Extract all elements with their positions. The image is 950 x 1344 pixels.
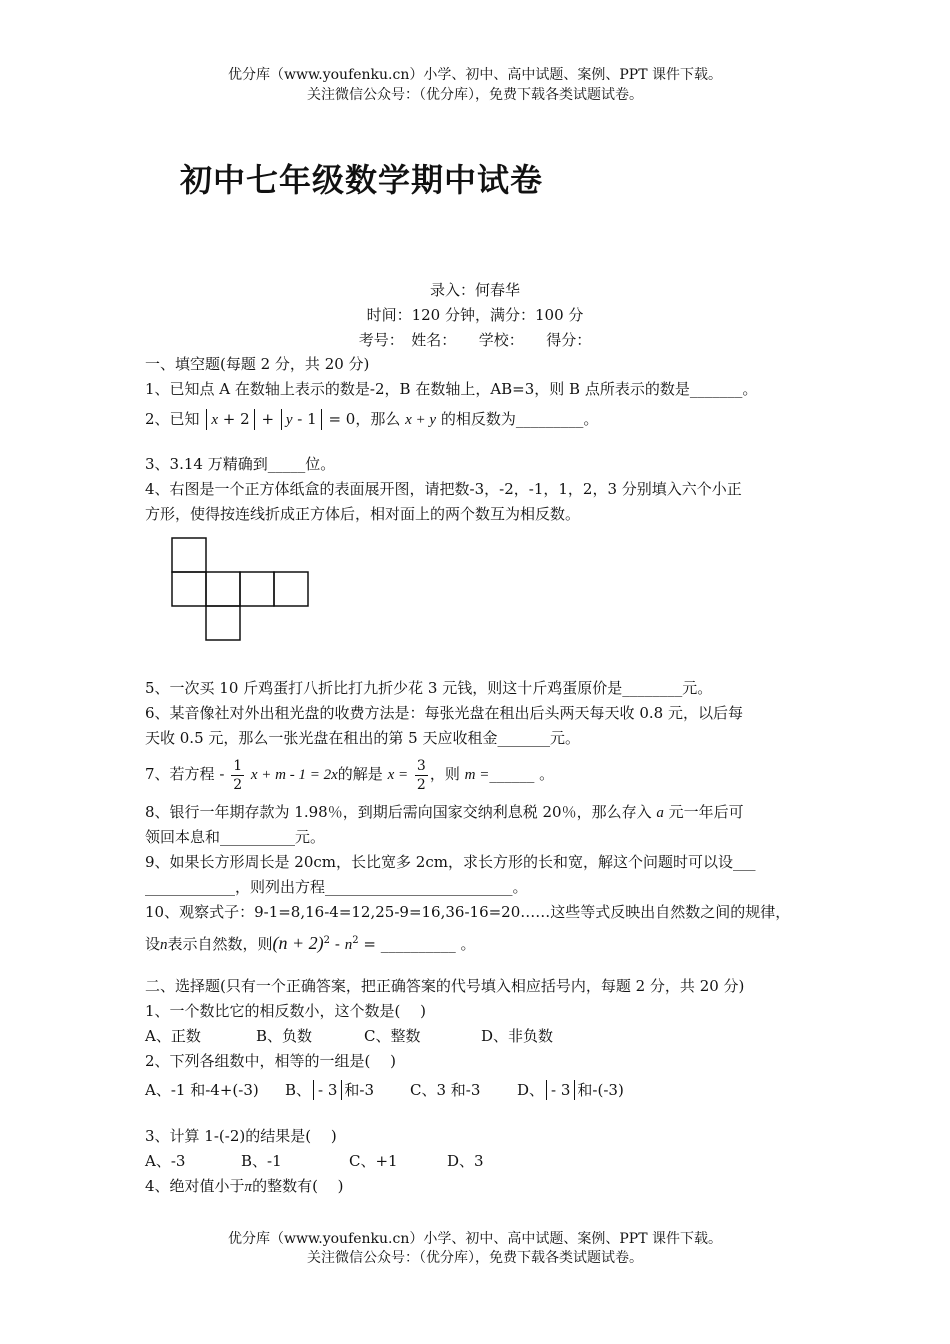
abs-expr-2: y - 1 [281, 409, 322, 430]
question-1-6-line2: 天收 0.5 元，那么一张光盘在租出的第 5 天应收租金_______元。 [145, 729, 580, 747]
question-1-4-line2: 方形，使得按连线折成正方体后，相对面上的两个数互为相反数。 [145, 505, 581, 523]
net-square-row-4 [274, 572, 308, 606]
question-2-4: 4、绝对值小于π的整数有( ) [145, 1177, 344, 1195]
question-1-10-line1: 10、观察式子：9-1=8,16-4=12,25-9=16,36-16=20……这些等式反映出自然数之间的规律， [145, 903, 791, 921]
footer-line-1: 优分库（www.youfenku.cn）小学、初中、高中试题、案例、PPT 课件下载。 [227, 1231, 722, 1247]
section1-heading: 一、填空题(每题 2 分，共 20 分) [145, 355, 370, 373]
q2-3-option-a: A、-3 [145, 1152, 186, 1170]
question-2-1: 1、一个数比它的相反数小，这个数是( ) [145, 1002, 427, 1020]
net-square-row-2 [206, 572, 240, 606]
q2-3-option-c: C、+1 [349, 1152, 398, 1170]
q2-2-option-a: A、-1 和-4+(-3) [145, 1081, 259, 1099]
q2-1-option-d: D、非负数 [481, 1027, 554, 1045]
q2-3-option-b: B、-1 [241, 1152, 282, 1170]
question-1-5: 5、一次买 10 斤鸡蛋打八折比打九折少花 3 元钱，则这十斤鸡蛋原价是________元。 [145, 679, 713, 697]
question-1-3: 3、3.14 万精确到_____位。 [145, 455, 336, 473]
footer-line-2: 关注微信公众号：（优分库），免费下载各类试题试卷。 [307, 1250, 643, 1266]
question-1-2: 2、已知 x + 2 + y - 1 = 0，那么 x + y 的相反数为_________。 [145, 410, 599, 428]
question-1-6-line1: 6、某音像社对外出租光盘的收费方法是：每张光盘在租出后头两天每天收 0.8 元，以后每 [145, 704, 743, 722]
net-square-bottom [206, 606, 240, 640]
net-square-row-1 [172, 572, 206, 606]
q2-2-option-b: B、 - 3 和-3 [285, 1081, 375, 1099]
question-1-4-line1: 4、右图是一个正方体纸盒的表面展开图，请把数-3，-2，-1，1，2，3 分别填入六个小正 [145, 480, 742, 498]
author-line: 录入：何春华 [429, 281, 520, 299]
q2-2-option-d: D、 - 3 和-(-3) [517, 1081, 624, 1099]
net-square-row-3 [240, 572, 274, 606]
net-square-top [172, 538, 206, 572]
q2-1-option-b: B、负数 [256, 1027, 313, 1045]
question-1-9-line2: ____________，则列出方程_________________________。 [145, 878, 528, 896]
q2-2-option-c: C、3 和-3 [410, 1081, 481, 1099]
fraction-one-half: $\frac{1}{2}$ [233, 757, 243, 793]
page-title: 初中七年级数学期中试卷 [180, 161, 544, 199]
question-2-2: 2、下列各组数中，相等的一组是( ) [145, 1052, 397, 1070]
question-1-8-line2: 领回本息和__________元。 [145, 828, 326, 846]
question-1-10-line2: 设n表示自然数，则$(n + 2)^2 - n^2$ = __________ 。 [145, 933, 476, 953]
q2-1-option-a: A、正数 [145, 1027, 201, 1045]
time-line: 时间：120 分钟，满分：100 分 [366, 306, 584, 324]
exam-fields: 考号： 姓名： 学校： 得分： [358, 331, 592, 349]
x-plus-y: x + y [405, 412, 437, 428]
q2-3-option-d: D、3 [447, 1152, 484, 1170]
question-2-3: 3、计算 1-(-2)的结果是( ) [145, 1127, 337, 1145]
question-1-7: 7、若方程 - $\frac{1}{2}$ x + m - 1 = 2x的解是 x = $\frac{3}{2}$ ，则 m =______ 。 [145, 757, 555, 793]
question-1-1: 1、已知点 A 在数轴上表示的数是-2，B 在数轴上，AB=3，则 B 点所表示的数是_______。 [145, 380, 758, 398]
header-line-2: 关注微信公众号：（优分库），免费下载各类试题试卷。 [307, 87, 643, 103]
header-line-1: 优分库（www.youfenku.cn）小学、初中、高中试题、案例、PPT 课件下载。 [227, 67, 722, 83]
question-1-9-line1: 9、如果长方形周长是 20cm，长比宽多 2cm，求长方形的长和宽，解这个问题时可以设___ [145, 853, 756, 871]
fraction-three-halves: $\frac{3}{2}$ [416, 757, 426, 793]
question-1-8-line1: 8、银行一年期存款为 1.98％，到期后需向国家交纳利息税 20％，那么存入 a 元一年后可 [145, 803, 744, 821]
abs-expr-1: x + 2 [206, 409, 254, 430]
q2-1-option-c: C、整数 [364, 1027, 421, 1045]
cube-net-diagram [170, 536, 310, 642]
section2-heading: 二、选择题(只有一个正确答案，把正确答案的代号填入相应括号内，每题 2 分，共 20 分) [145, 977, 745, 995]
